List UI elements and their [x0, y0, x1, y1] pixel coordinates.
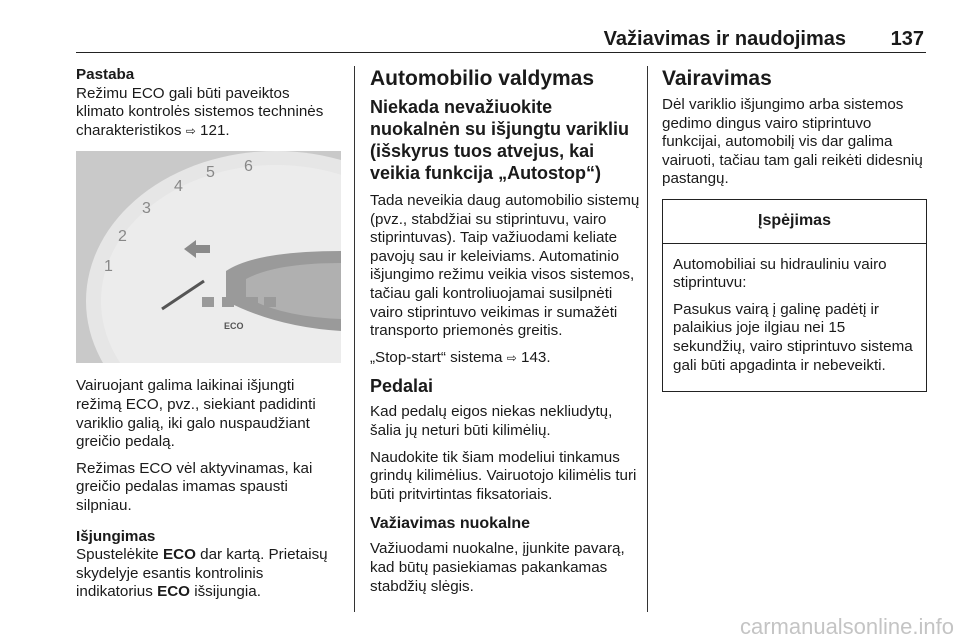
dashboard-figure: [76, 151, 341, 363]
arrow-ref-icon: ⇨: [506, 350, 517, 365]
svg-text:5: 5: [206, 164, 215, 182]
paragraph: Dėl variklio išjungimo arba sistemos gedimo dingus vairo stiprintuvo funkcijai, automobilį vis dar galima vairuoti, tačiau tam gali reikėti didesnių pastangų.: [662, 96, 923, 188]
warning-box: [662, 199, 927, 392]
svg-text:4: 4: [174, 178, 183, 196]
paragraph: Režimas ECO vėl aktyvinamas, kai greičio pedalas imamas spausti silpniau.: [76, 459, 313, 514]
svg-text:3: 3: [142, 200, 151, 218]
eco-indicator-label: ECO: [224, 321, 244, 332]
paragraph: Spustelėkite ECO dar kartą. Prietaisų skydelyje esantis kontrolinis indikatorius ECO išsijungia.: [76, 546, 328, 601]
svg-text:6: 6: [244, 158, 253, 176]
page-number: 137: [890, 28, 924, 50]
svg-text:2: 2: [118, 228, 127, 246]
heading: Pedalai: [370, 376, 434, 397]
heading: Važiavimas nuokalne: [370, 515, 531, 533]
paragraph: Vairuojant galima laikinai išjungti režimą ECO, pvz., siekiant padidinti variklio galią, iki galo nuspaudžiant greičio pedalą.: [76, 377, 316, 451]
column-right: [662, 66, 927, 392]
arrow-ref-icon: ⇨: [185, 123, 196, 138]
watermark: carmanualsonline.info: [739, 614, 954, 639]
section-title: Važiavimas ir naudojimas: [603, 28, 846, 50]
note-text: Režimu ECO gali būti paveiktos klimato kontrolės sistemos techninės charakteristikos ⇨ 121.: [76, 84, 324, 139]
column-left: [76, 66, 341, 610]
warning-text: Pasukus vairą į galinę padėtį ir palaikius joje ilgiau nei 15 sekundžių, vairo stiprintuvo sistema gali būti apgadinta ir nebeveikti.: [673, 300, 913, 374]
subheading: Niekada nevažiuokite nuokalnėn su išjungtu varikliu (išskyrus tuos atvejus, kai veikia funkcija „Autostop“): [370, 97, 630, 183]
paragraph: Kad pedalų eigos niekas nekliudytų, šalia jų neturi būti kilimėlių.: [370, 403, 613, 439]
column-middle: [370, 66, 640, 604]
column-divider: [647, 66, 648, 612]
subheading: Išjungimas: [76, 527, 156, 545]
reference: „Stop-start“ sistema ⇨ 143.: [370, 348, 551, 366]
paragraph: Naudokite tik šiam modeliui tinkamus grindų kilimėlius. Vairuotojo kilimėlis turi būti pritvirtintas fiksatoriais.: [370, 448, 637, 503]
svg-text:1: 1: [104, 258, 113, 276]
paragraph: Važiuodami nuokalne, įjunkite pavarą, kad būtų pasiekiamas pakankamas stabdžių slėgis.: [370, 540, 625, 595]
page-header: [76, 26, 926, 53]
warning-title: Įspėjimas: [663, 200, 926, 244]
paragraph: Tada neveikia daug automobilio sistemų (pvz., stabdžiai su stiprintuvu, vairo stiprintuvas). Taip važiuodami keliate pavojų sau ir keleiviams. Automatinio išjungimo režimu veikia visos sistemos, tačiau gali kontroliuojamai susilpnėti vairo stiprintuvo veikimas ir sumažėti transporto priemonės greitis.: [370, 192, 640, 340]
heading: Automobilio valdymas: [370, 67, 595, 90]
column-divider: [354, 66, 355, 612]
heading: Vairavimas: [662, 67, 772, 90]
warning-text: Automobiliai su hidrauliniu vairo stiprintuvu:: [673, 255, 887, 292]
note-title: Pastaba: [76, 66, 135, 83]
